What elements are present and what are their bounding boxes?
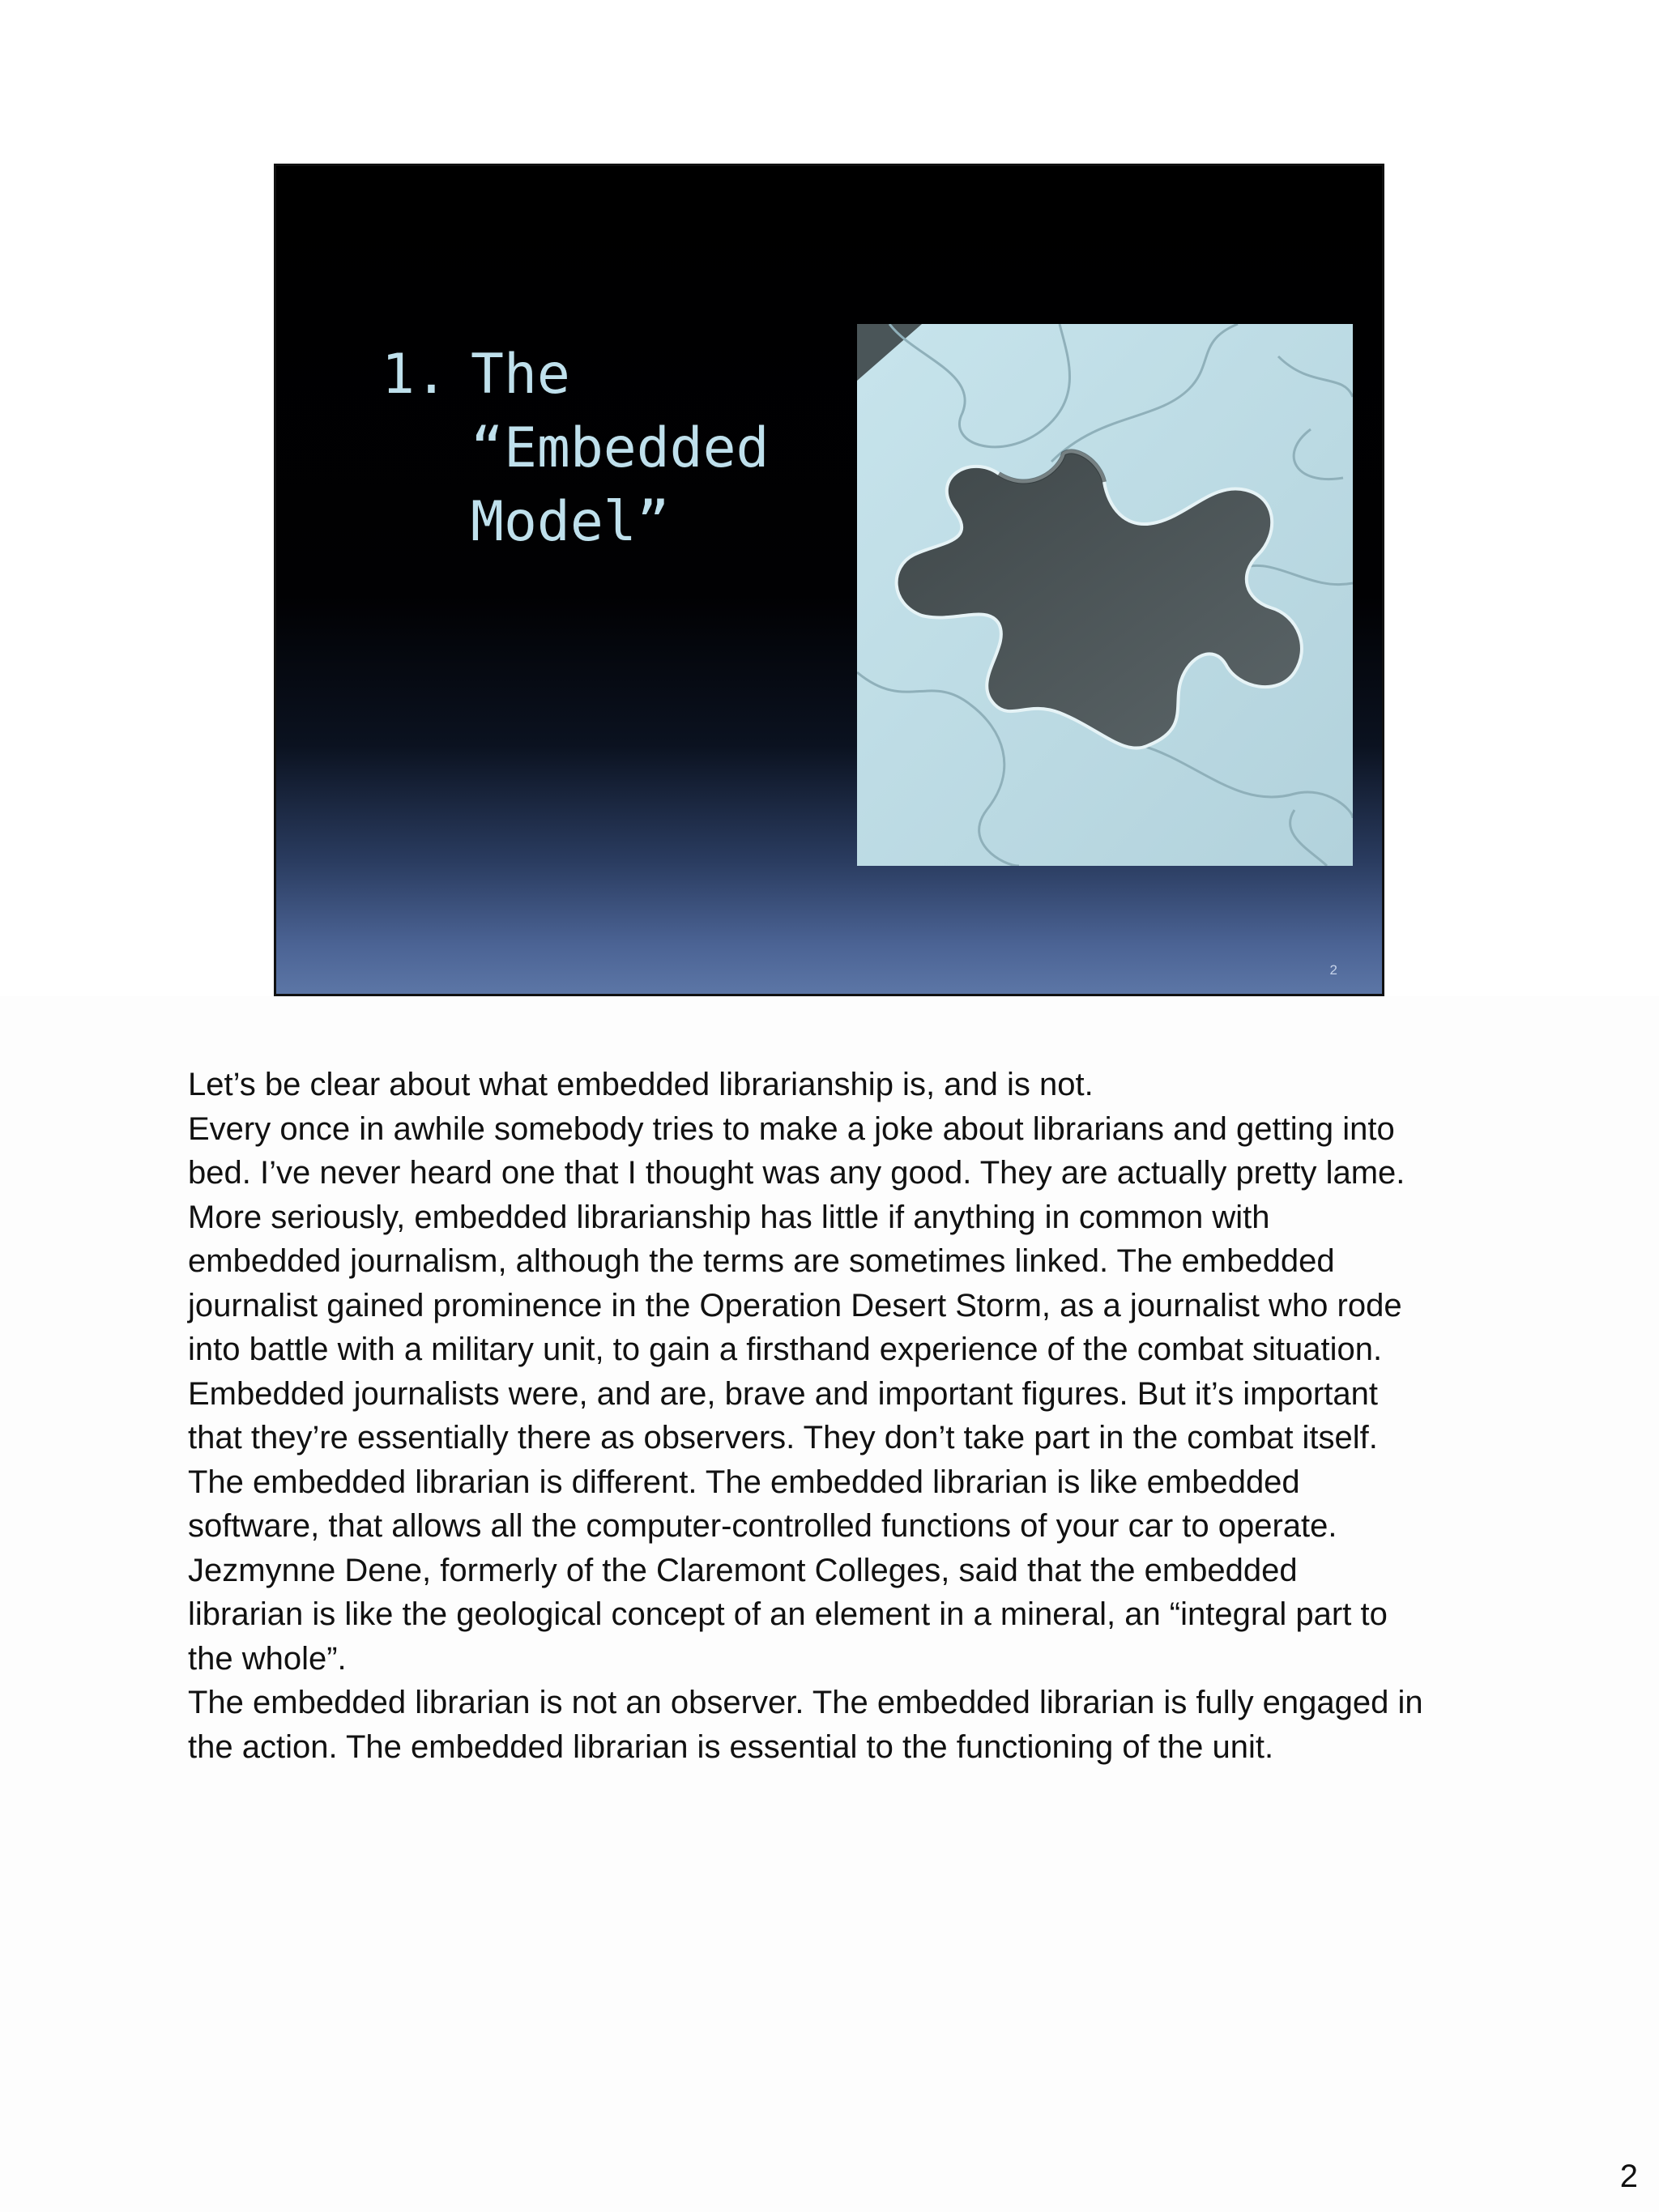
notes-line: Every once in awhile somebody tries to make a joke about librarians and getting into	[188, 1110, 1395, 1147]
notes-line: The embedded librarian is not an observer. The embedded librarian is fully engaged in	[188, 1685, 1423, 1720]
notes-line: The embedded librarian is different. The embedded librarian is like embedded	[188, 1464, 1300, 1500]
notes-line: that they’re essentially there as observers. They don’t take part in the combat itself.	[188, 1420, 1378, 1455]
notes-line: embedded journalism, although the terms are sometimes linked. The embedded	[188, 1243, 1335, 1279]
notes-line: Let’s be clear about what embedded librarianship is, and is not.	[188, 1067, 1094, 1102]
notes-line: Embedded journalists were, and are, brave and important figures. But it’s important	[188, 1375, 1378, 1412]
page-number: 2	[1619, 2159, 1638, 2194]
slide-title	[382, 338, 769, 559]
notes-line: software, that allows all the computer-controlled functions of your car to operate.	[188, 1508, 1337, 1544]
slide-thumbnail	[274, 164, 1384, 996]
notes-line: Jezmynne Dene, formerly of the Claremont Colleges, said that the embedded	[188, 1552, 1298, 1588]
slide-title-number: 1.	[382, 343, 448, 407]
notes-line: librarian is like the geological concept of an element in a mineral, an “integral part to	[188, 1596, 1388, 1632]
notes-line: journalist gained prominence in the Operation Desert Storm, as a journalist who rode	[188, 1287, 1402, 1323]
puzzle-missing-piece-image	[857, 324, 1353, 866]
notes-line: the whole”.	[188, 1640, 347, 1677]
slide-title-line-3: Model”	[471, 490, 670, 554]
notes-line: into battle with a military unit, to gain a firsthand experience of the combat situation.	[188, 1332, 1383, 1367]
slide-title-line-1: The	[471, 343, 570, 407]
notes-line: the action. The embedded librarian is essential to the functioning of the unit.	[188, 1728, 1274, 1765]
notes-line: bed. I’ve never heard one that I thought was any good. They are actually pretty lame.	[188, 1155, 1405, 1191]
speaker-notes	[188, 1063, 1516, 1769]
slide-title-line-2: “Embedded	[471, 416, 770, 480]
slide-number: 2	[1329, 962, 1337, 978]
notes-line: More seriously, embedded librarianship has little if anything in common with	[188, 1199, 1270, 1235]
